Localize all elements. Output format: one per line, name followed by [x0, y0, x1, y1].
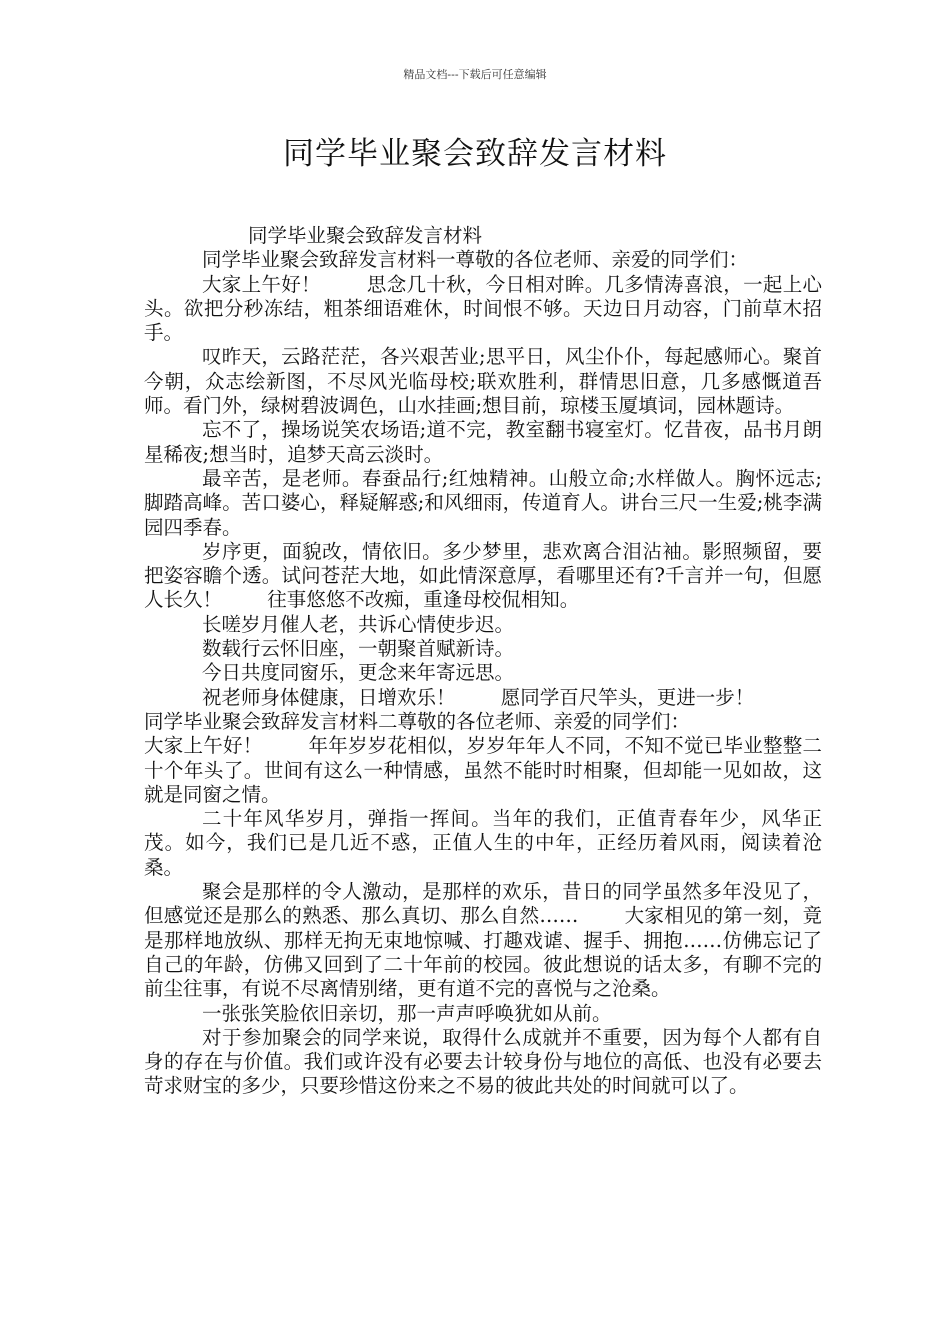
document-title: 同学毕业聚会致辞发言材料 — [283, 136, 667, 172]
paragraph: 聚会是那样的令人激动，是那样的欢乐，昔日的同学虽然多年没见了，但感觉还是那么的熟悉、那么真切、那么自然…… 大家相见的第一刻，竟是那样地放纵、那样无拘无束地惊喊、打趣戏谑、握手、拥抱……仿佛忘记了自己的年龄，仿佛又回到了二十年前的校园。彼此想说的话太多，有聊不完的前尘往事，有说不尽离情别绪，更有道不完的喜悦与之沧桑。 — [144, 880, 822, 1001]
header-note: 精品文档---下载后可任意编辑 — [403, 68, 547, 81]
paragraph: 忘不了，操场说笑农场语;道不完，教室翻书寝室灯。忆昔夜，品书月朗星稀夜;想当时，追梦天高云淡时。 — [144, 418, 822, 466]
paragraph: 同学毕业聚会致辞发言材料一尊敬的各位老师、亲爱的同学们： — [202, 248, 749, 272]
paragraph: 二十年风华岁月，弹指一挥间。当年的我们，正值青春年少，风华正茂。如今，我们已是几近不惑，正值人生的中年，正经历着风雨，阅读着沧桑。 — [144, 807, 822, 879]
paragraph: 一张张笑脸依旧亲切，那一声声呼唤犹如从前。 — [202, 1001, 612, 1025]
document-subtitle: 同学毕业聚会致辞发言材料 — [248, 224, 483, 247]
paragraph: 岁序更，面貌改，情依旧。多少梦里，悲欢离合泪沾袖。影照频留，要把姿容瞻个透。试问苍茫大地，如此情深意厚，看哪里还有?千言并一句，但愿人长久！ 往事悠悠不改痴，重逢母校侃相知。 — [144, 539, 822, 612]
paragraph: 同学毕业聚会致辞发言材料二尊敬的各位老师、亲爱的同学们： — [144, 709, 691, 733]
paragraph: 今日共度同窗乐，更念来年寄远思。 — [202, 661, 515, 685]
paragraph: 大家上午好！ 思念几十秋，今日相对眸。几多情涛喜浪，一起上心头。欲把分秒冻结，粗茶细语难休，时间恨不够。天边日月动容，门前草木招手。 — [144, 272, 822, 345]
document-body — [144, 224, 822, 1099]
paragraph: 对于参加聚会的同学来说，取得什么成就并不重要，因为每个人都有自身的存在与价值。我们或许没有必要去计较身份与地位的高低、也没有必要去苛求财宝的多少，只要珍惜这份来之不易的彼此共处的时间就可以了。 — [144, 1025, 822, 1098]
paragraph: 长嗟岁月催人老，共诉心情使步迟。 — [202, 612, 515, 636]
paragraph: 数载行云怀旧座，一朝聚首赋新诗。 — [202, 637, 515, 661]
paragraph: 叹昨天，云路茫茫，各兴艰苦业;思平日，风尘仆仆，每起感师心。聚首今朝，众志绘新图，不尽风光临母校;联欢胜利，群情思旧意，几多感慨道吾师。看门外，绿树碧波调色，山水挂画;想目前，琼楼玉厦填词，园林题诗。 — [144, 345, 822, 418]
paragraph: 大家上午好！ 年年岁岁花相似，岁岁年年人不同，不知不觉已毕业整整二十个年头了。世间有这么一种情感，虽然不能时时相聚，但却能一见如故，这就是同窗之情。 — [144, 734, 822, 806]
paragraph: 祝老师身体健康，日增欢乐！ 愿同学百尺竿头，更进一步！ — [202, 685, 755, 709]
paragraph: 最辛苦，是老师。春蚕品行;红烛精神。山般立命;水样做人。胸怀远志;脚踏高峰。苦口婆心，释疑解惑;和风细雨，传道育人。讲台三尺一生爱;桃李满园四季春。 — [144, 466, 822, 539]
